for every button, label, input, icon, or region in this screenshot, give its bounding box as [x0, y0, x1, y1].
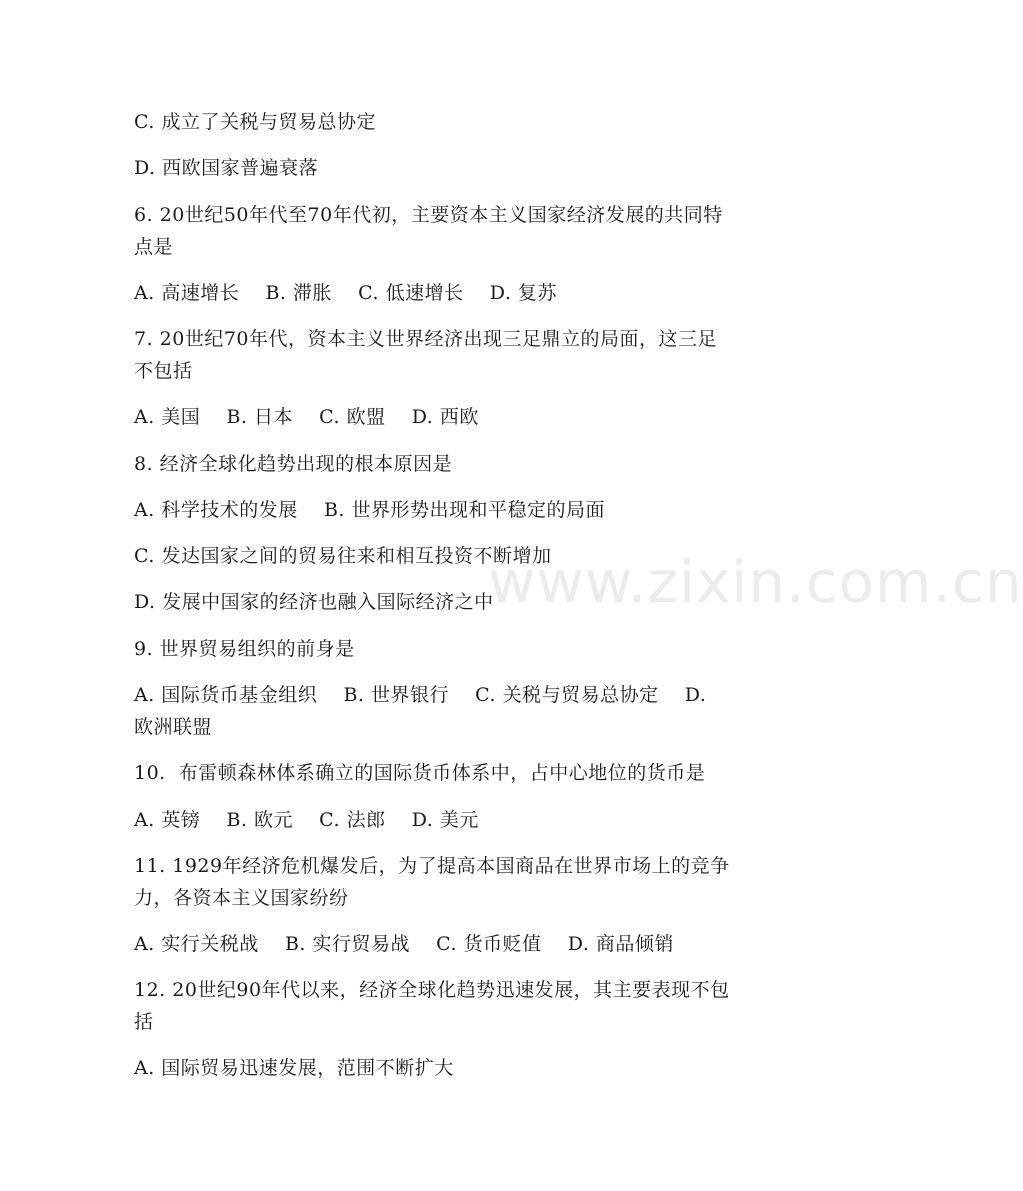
- options-line: A. 美国 B. 日本 C. 欧盟 D. 西欧: [134, 406, 479, 428]
- question-line: 不包括: [134, 360, 193, 382]
- watermark: www.zixin.com.cn: [488, 548, 1023, 616]
- question-line: 8. 经济全球化趋势出现的根本原因是: [134, 453, 453, 475]
- question-line: 7. 20世纪70年代，资本主义世界经济出现三足鼎立的局面，这三足: [134, 328, 718, 350]
- question-line: 11. 1929年经济危机爆发后，为了提高本国商品在世界市场上的竞争: [134, 855, 730, 877]
- options-line: 欧洲联盟: [134, 716, 213, 738]
- option-line: D. 西欧国家普遍衰落: [134, 157, 319, 179]
- question-line: 12. 20世纪90年代以来，经济全球化趋势迅速发展，其主要表现不包: [134, 979, 730, 1001]
- option-line: C. 发达国家之间的贸易往来和相互投资不断增加: [134, 545, 552, 567]
- question-line: 括: [134, 1011, 154, 1033]
- option-line: C. 成立了关税与贸易总协定: [134, 111, 376, 133]
- option-line: A. 国际贸易迅速发展，范围不断扩大: [134, 1057, 454, 1079]
- options-line: A. 英镑 B. 欧元 C. 法郎 D. 美元: [134, 809, 479, 831]
- option-line: D. 发展中国家的经济也融入国际经济之中: [134, 591, 494, 613]
- question-line: 9. 世界贸易组织的前身是: [134, 638, 355, 660]
- options-line: A. 实行关税战 B. 实行贸易战 C. 货币贬值 D. 商品倾销: [134, 933, 674, 955]
- options-line: A. 科学技术的发展 B. 世界形势出现和平稳定的局面: [134, 499, 606, 521]
- options-line: A. 高速增长 B. 滞胀 C. 低速增长 D. 复苏: [134, 282, 557, 304]
- question-line: 点是: [134, 236, 174, 258]
- options-line: A. 国际货币基金组织 B. 世界银行 C. 关税与贸易总协定 D.: [134, 684, 707, 706]
- question-line: 力，各资本主义国家纷纷: [134, 887, 349, 909]
- question-line: 10. 布雷顿森林体系确立的国际货币体系中，占中心地位的货币是: [134, 762, 706, 784]
- question-line: 6. 20世纪50年代至70年代初，主要资本主义国家经济发展的共同特: [134, 204, 723, 226]
